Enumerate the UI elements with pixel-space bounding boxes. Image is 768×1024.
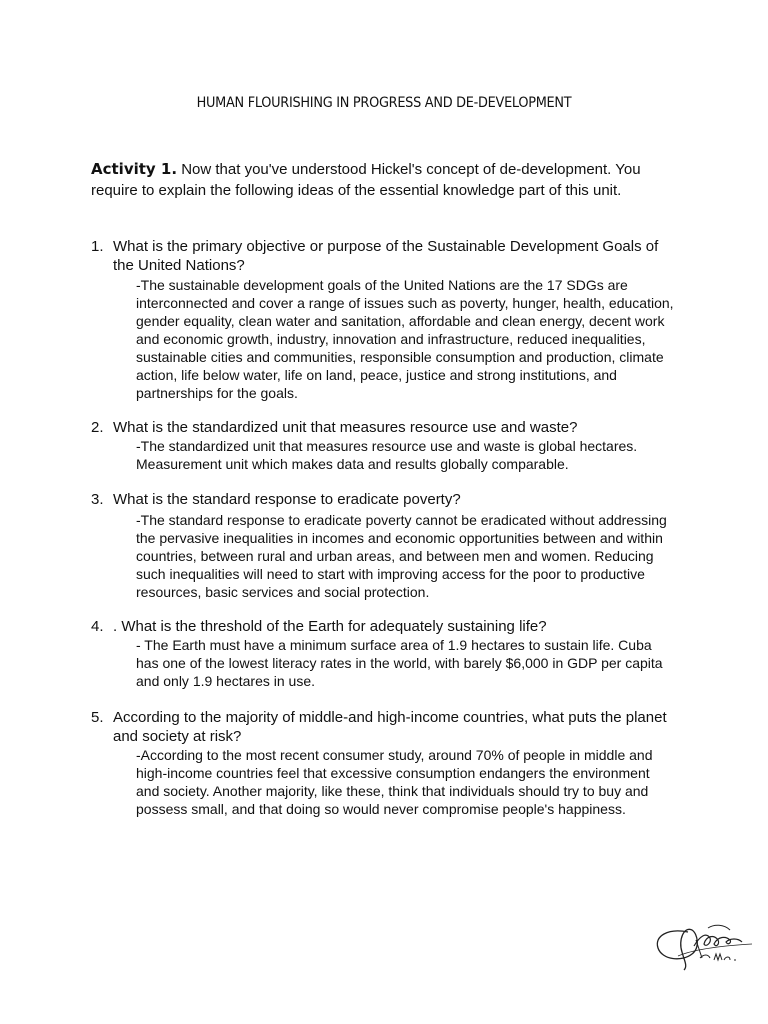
question-number: 3. <box>91 491 104 508</box>
question-3 <box>91 490 681 509</box>
question-number: 1. <box>91 238 104 255</box>
answer-2: -The standardized unit that measures resource use and waste is global hectares. Measurement unit which makes data and results globally comparable. <box>136 438 638 472</box>
answer-1: -The sustainable development goals of the United Nations are the 17 SDGs are interconnected and cover a range of issues such as poverty, hunger, health, education, gender equality, clean water and sanitation, affordable and clean energy, decent work and economic growth, industry, innovation and infrastructure, reduced inequalities, sustainable cities and communities, responsible consumption and production, climate action, life below water, life on land, peace, justice and strong institutions, and partnerships for the goals. <box>136 277 674 401</box>
answer-5: -According to the most recent consumer study, around 70% of people in middle and high-income countries feel that excessive consumption endangers the environment and society. Another majority, like these, think that individuals should try to buy and possess small, and that doing so would never compromise people's happiness. <box>136 747 653 817</box>
question-text: According to the majority of middle-and high-income countries, what puts the planet and society at risk? <box>113 709 667 745</box>
question-text: What is the primary objective or purpose of the Sustainable Development Goals of the United Nations? <box>113 238 659 274</box>
activity-text: Now that you've understood Hickel's concept of de-development. You require to explain the following ideas of the essential knowledge part of this unit. <box>91 161 641 199</box>
question-2 <box>91 418 681 437</box>
question-1 <box>91 237 681 275</box>
question-number: 4. <box>91 618 104 635</box>
question-number: 2. <box>91 419 104 436</box>
answer-4: - The Earth must have a minimum surface area of 1.9 hectares to sustain life. Cuba has one of the lowest literacy rates in the world, with barely $6,000 in GDP per capita and only 1.9 hectares in use. <box>136 637 663 689</box>
signature-image <box>648 910 768 980</box>
activity-label: Activity 1. <box>91 160 178 178</box>
question-number: 5. <box>91 709 104 726</box>
question-4 <box>91 617 681 636</box>
answer-3: -The standard response to eradicate poverty cannot be eradicated without addressing the pervasive inequalities in incomes and economic opportunities between and within countries, between rural and urban areas, and between men and women. Reducing such inequalities will need to start with improving access for the poor to productive resources, basic services and social protection. <box>136 512 667 600</box>
question-5 <box>91 708 681 746</box>
activity-intro <box>91 159 681 201</box>
question-text: What is the standardized unit that measures resource use and waste? <box>113 419 578 436</box>
question-text: What is the standard response to eradicate poverty? <box>113 491 461 508</box>
document-title: HUMAN FLOURISHING IN PROGRESS AND DE-DEVELOPMENT <box>196 95 572 111</box>
question-text: . What is the threshold of the Earth for adequately sustaining life? <box>113 618 547 635</box>
